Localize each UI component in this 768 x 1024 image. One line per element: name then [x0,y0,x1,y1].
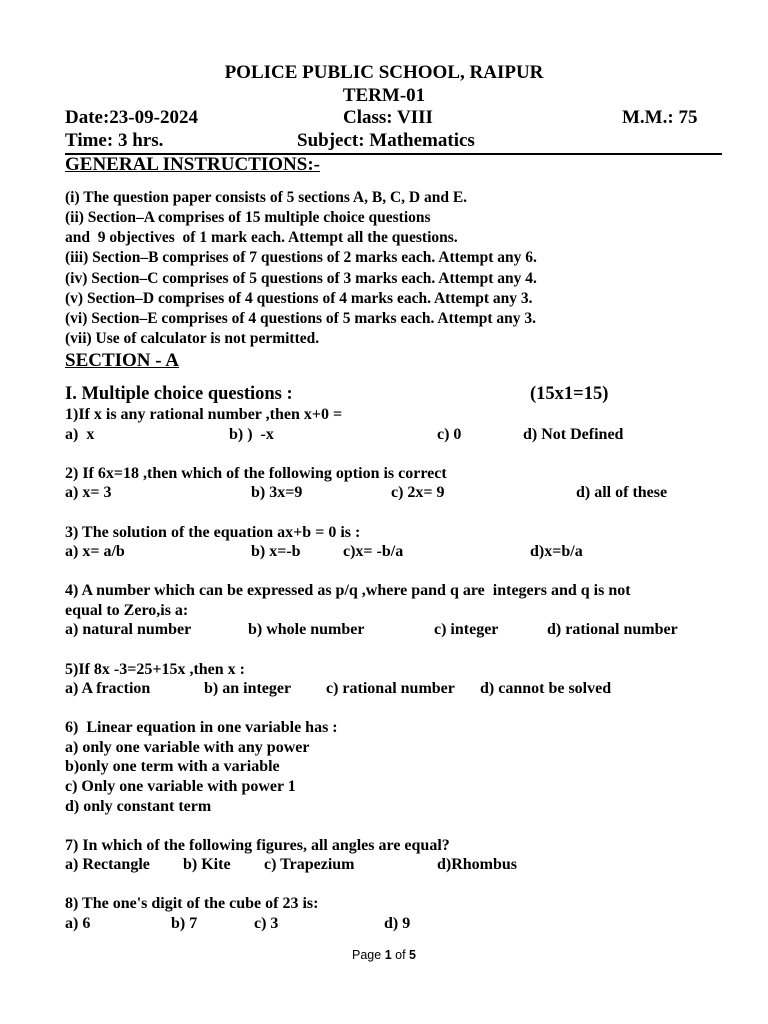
option-c: c) rational number [326,680,455,697]
question-text: 5)If 8x -3=25+15x ,then x : [65,661,245,678]
option-c: c) 0 [437,426,462,443]
school-name: POLICE PUBLIC SCHOOL, RAIPUR [224,62,544,83]
option-a: a) x= a/b [65,543,125,560]
exam-date: Date:23-09-2024 [65,107,198,128]
option-d: d) cannot be solved [480,680,612,697]
option-b: b) whole number [248,621,365,638]
current-page: 1 [384,948,392,962]
option-a: a) 6 [65,915,91,932]
term-label: TERM-01 [342,85,426,106]
question-text-cont: equal to Zero,is a: [65,602,189,619]
instruction-line: (vi) Section–E comprises of 4 questions of 5 marks each. Attempt any 3. [65,310,537,327]
option-d: d) Not Defined [523,426,624,443]
option-c: c) Only one variable with power 1 [65,778,296,795]
option-d: d) all of these [576,484,668,501]
instruction-line: (vii) Use of calculator is not permitted. [65,330,320,347]
exam-time: Time: 3 hrs. [65,130,164,151]
mcq-marks: (15x1=15) [530,384,609,404]
question-text: 6) Linear equation in one variable has : [65,719,338,736]
question-text: 3) The solution of the equation ax+b = 0 is : [65,524,361,541]
option-b: b) 3x=9 [251,484,303,501]
option-a: a) x= 3 [65,484,112,501]
option-d: d) only constant term [65,798,212,815]
option-b: b)only one term with a variable [65,758,280,775]
question-text: 1)If x is any rational number ,then x+0 = [65,406,343,423]
option-b: b) ) -x [229,426,274,443]
instruction-line: (ii) Section–A comprises of 15 multiple choice questions [65,209,431,226]
of-word: of [395,948,406,962]
option-b: b) x=-b [251,543,301,560]
option-c: c)x= -b/a [343,543,404,560]
question-text: 4) A number which can be expressed as p/q ,where pand q are integers and q is not [65,582,631,599]
option-a: a) A fraction [65,680,151,697]
instruction-line: (i) The question paper consists of 5 sections A, B, C, D and E. [65,189,468,206]
option-a: a) Rectangle [65,856,150,873]
option-b: b) an integer [204,680,292,697]
max-marks: M.M.: 75 [622,107,698,128]
question-text: 8) The one's digit of the cube of 23 is: [65,895,319,912]
page-word: Page [352,948,382,962]
option-a: a) only one variable with any power [65,739,310,756]
question-text: 7) In which of the following figures, all angles are equal? [65,837,450,854]
section-a-title: SECTION - A [65,350,180,371]
option-b: b) Kite [183,856,231,873]
option-d: d) rational number [547,621,678,638]
option-a: a) x [65,426,95,443]
instruction-line: and 9 objectives of 1 mark each. Attempt all the questions. [65,229,458,246]
page-number [0,948,768,962]
class-label: Class: VIII [343,107,433,128]
option-d: d)x=b/a [530,543,583,560]
mcq-heading: I. Multiple choice questions : [65,384,293,404]
option-b: b) 7 [171,915,198,932]
option-c: c) integer [434,621,499,638]
option-c: c) 2x= 9 [391,484,445,501]
option-c: c) 3 [254,915,279,932]
option-d: d)Rhombus [437,856,518,873]
option-a: a) natural number [65,621,192,638]
question-text: 2) If 6x=18 ,then which of the following option is correct [65,465,447,482]
option-c: c) Trapezium [264,856,355,873]
instruction-line: (iv) Section–C comprises of 5 questions of 3 marks each. Attempt any 4. [65,270,537,287]
subject-label: Subject: Mathematics [297,130,475,151]
option-d: d) 9 [384,915,411,932]
instructions-title: GENERAL INSTRUCTIONS:- [65,154,320,175]
instruction-line: (v) Section–D comprises of 4 questions of 4 marks each. Attempt any 3. [65,290,533,307]
instruction-line: (iii) Section–B comprises of 7 questions of 2 marks each. Attempt any 6. [65,249,537,266]
total-pages: 5 [409,948,416,962]
